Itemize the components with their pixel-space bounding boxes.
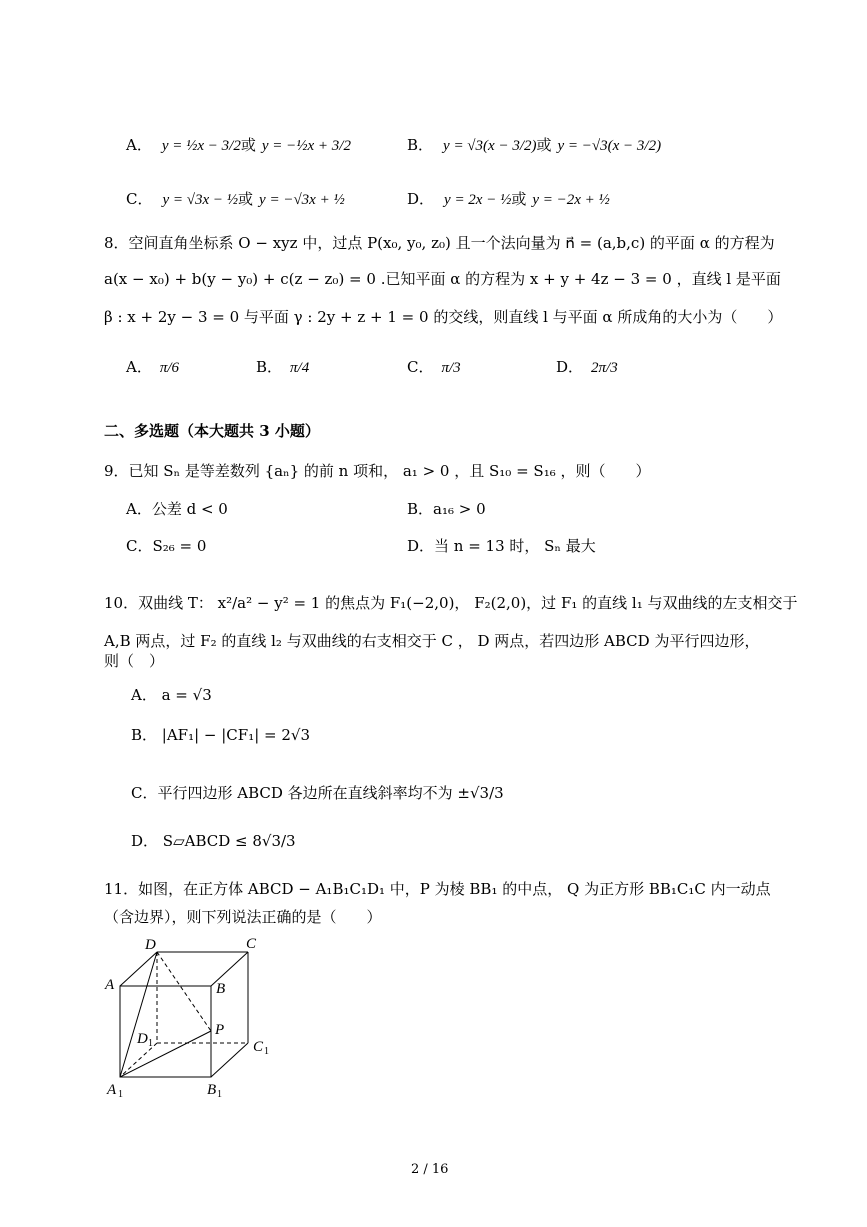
q10-option-a: A． a = √3 — [131, 686, 212, 704]
q10-option-c: C．平行四边形 ABCD 各边所在直线斜率均不为 ±√3/3 — [131, 784, 504, 802]
q8-line-3: β : x + 2y − 3 = 0 与平面 γ : 2y + z + 1 = 0 的交线，则直线 l 与平面 α 所成角的大小为（ ） — [104, 308, 783, 326]
edge-a1p — [120, 1031, 211, 1077]
label-b1-sub: 1 — [217, 1089, 222, 1100]
hidden-edge-dp — [157, 952, 211, 1031]
label-d: D — [145, 937, 156, 953]
q8-line-2: a(x − x₀) + b(y − y₀) + c(z − z₀) = 0 .已知平面 α 的方程为 x + y + 4z − 3 = 0 ，直线 l 是平面 — [104, 270, 781, 288]
label-d1: D — [137, 1031, 148, 1047]
q11-line-1: 11．如图，在正方体 ABCD − A₁B₁C₁D₁ 中，P 为棱 BB₁ 的中点， Q 为正方形 BB₁C₁C 内一动点 — [104, 880, 771, 898]
page-number: 2 / 16 — [411, 1162, 449, 1177]
q9-option-a: A．公差 d < 0 — [126, 500, 228, 518]
label-p: P — [215, 1022, 225, 1038]
cube-figure — [100, 934, 280, 1100]
label-b1: B — [207, 1082, 217, 1098]
q8-option-c: C． π/3 — [407, 358, 461, 376]
q7-option-c: C． y = √3x − ½或 y = −√3x + ½ — [126, 190, 345, 208]
label-c1: C — [253, 1039, 264, 1055]
q10-line-1: 10．双曲线 T： x²/a² − y² = 1 的焦点为 F₁(−2,0)， F₂(2,0)，过 F₁ 的直线 l₁ 与双曲线的左支相交于 — [104, 594, 798, 612]
edge-da1 — [120, 952, 157, 1077]
q7-option-b: B． y = √3(x − 3/2)或 y = −√3(x − 3/2) — [407, 136, 662, 154]
label-a: A — [105, 977, 115, 993]
q8-line-1: 8．空间直角坐标系 O − xyz 中，过点 P(x₀, y₀, z₀) 且一个法向量为 n⃗ = (a,b,c) 的平面 α 的方程为 — [104, 234, 775, 252]
q11-line-2: （含边界），则下列说法正确的是（ ） — [104, 908, 382, 926]
q9-option-b: B．a₁₆ > 0 — [407, 500, 486, 518]
q9-option-d: D．当 n = 13 时， Sₙ 最大 — [407, 537, 596, 555]
label-a1-sub: 1 — [118, 1089, 123, 1100]
section-title-multi-choice: 二、多选题（本大题共 3 小题） — [104, 422, 320, 440]
label-c1-sub: 1 — [264, 1046, 269, 1057]
label-a1: A — [107, 1082, 117, 1098]
edge-b1c1 — [211, 1043, 248, 1077]
q10-line-3: 则（ ） — [104, 652, 165, 670]
label-b: B — [216, 981, 226, 997]
q7-option-a: A． y = ½x − 3/2或 y = −½x + 3/2 — [126, 136, 351, 154]
label-c: C — [246, 936, 257, 952]
q9-option-c: C．S₂₆ = 0 — [126, 537, 207, 555]
q9-stem: 9．已知 Sₙ 是等差数列 {aₙ} 的前 n 项和， a₁ > 0 ，且 S₁₀ = S₁₆ ，则（ ） — [104, 462, 651, 480]
q8-option-a: A． π/6 — [126, 358, 180, 376]
q10-option-b: B． |AF₁| − |CF₁| = 2√3 — [131, 726, 311, 744]
q10-option-d: D． S▱ABCD ≤ 8√3/3 — [131, 832, 296, 850]
q7-option-d: D． y = 2x − ½或 y = −2x + ½ — [407, 190, 610, 208]
q8-option-d: D． 2π/3 — [556, 358, 618, 376]
q8-option-b: B． π/4 — [256, 358, 310, 376]
label-d1-sub: 1 — [148, 1038, 153, 1049]
q10-line-2: A,B 两点，过 F₂ 的直线 l₂ 与双曲线的右支相交于 C ， D 两点，若四边形 ABCD 为平行四边形， — [104, 632, 760, 650]
